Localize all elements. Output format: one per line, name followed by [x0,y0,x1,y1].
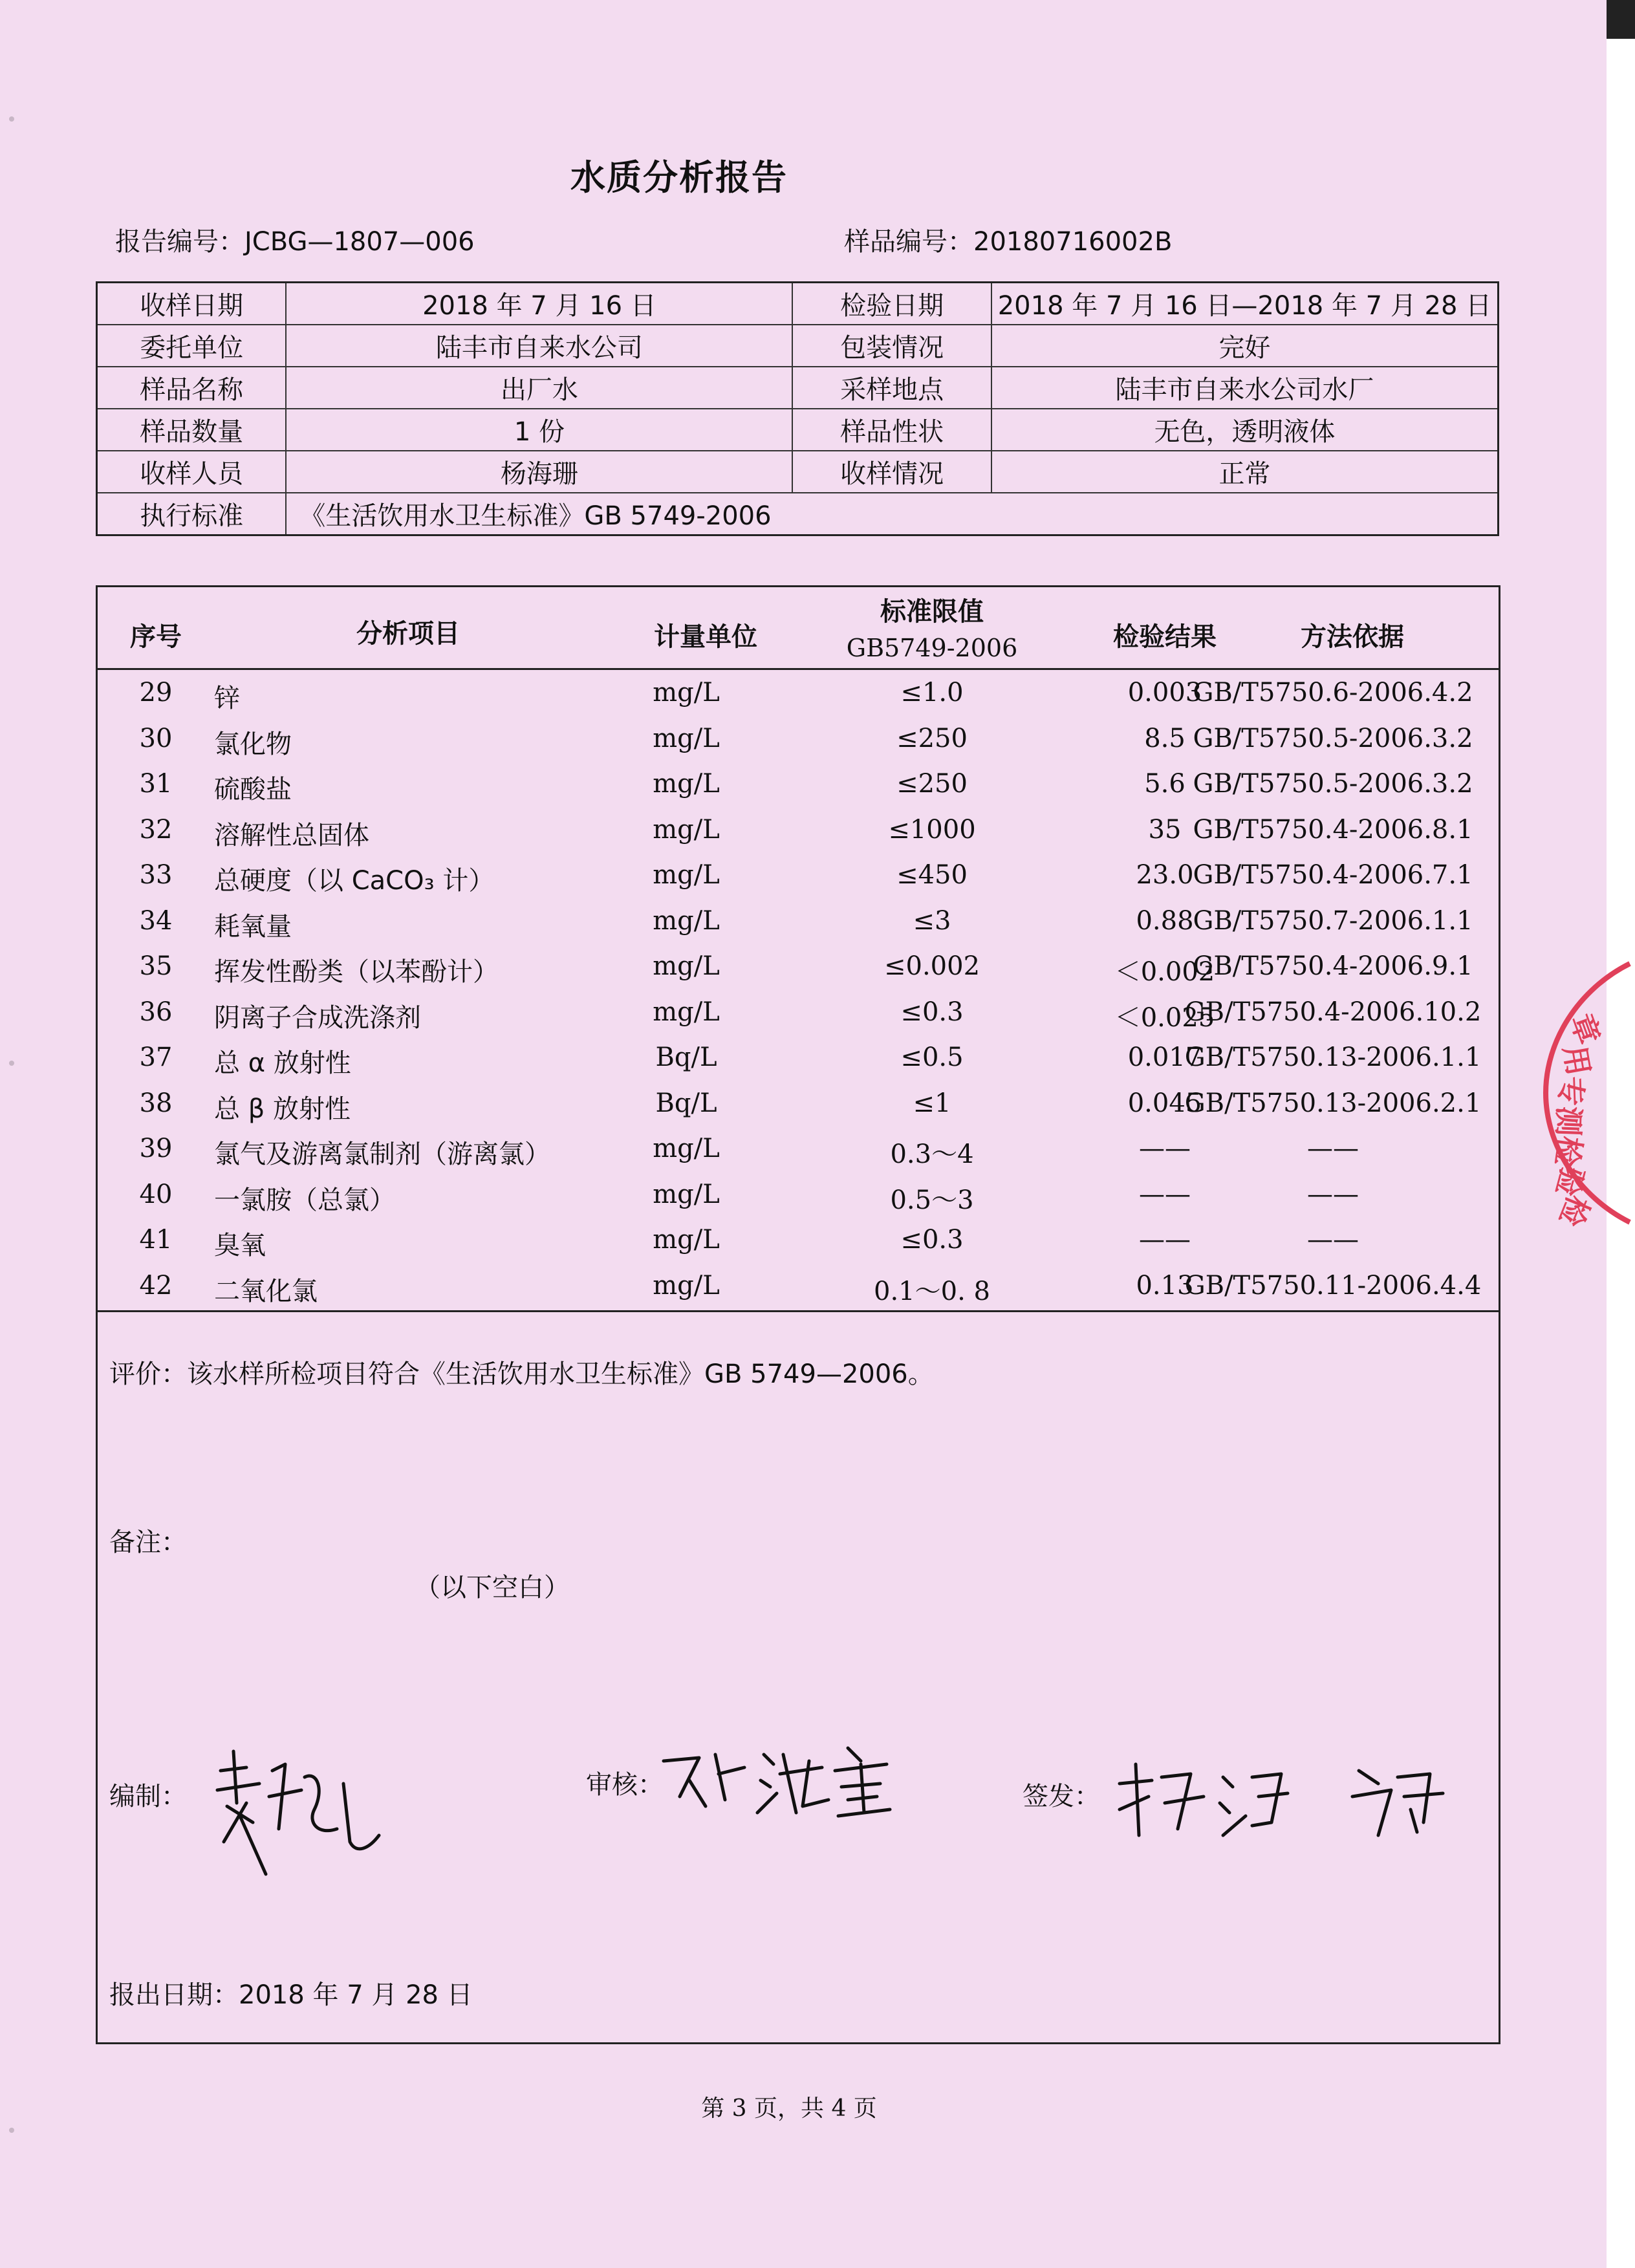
standard-limit: 0.5～3 [890,1185,974,1215]
header-limit-standard: GB5749-2006 [846,634,1018,662]
punch-hole [9,2128,14,2133]
issuer-signature [1107,1751,1469,1848]
info-value-2: 完好 [991,325,1499,367]
analysis-item: 挥发性酚类（以苯酚计） [214,957,499,987]
row-number: 34 [139,905,173,936]
header-limit: 标准限值 [880,597,984,627]
test-result: ＜0.002 [1114,957,1215,987]
method-basis: GB/T5750.6-2006.4.2 [1193,678,1473,707]
unit: mg/L [653,951,720,981]
analysis-item: 硫酸盐 [214,775,292,805]
standard-limit: ≤3 [913,905,951,936]
info-value-1: 2018 年 7 月 16 日 [286,283,792,325]
method-basis: GB/T5750.4-2006.7.1 [1193,860,1473,890]
svg-text:验: 验 [1549,1162,1591,1200]
sample-info-table [96,281,1499,536]
header-result: 检验结果 [1113,622,1217,652]
punch-hole [9,116,14,122]
results-panel [96,585,1500,2044]
table-row [98,769,1499,814]
row-number: 35 [139,951,173,981]
info-label-1: 样品数量 [97,409,287,451]
standard-limit: 0.3～4 [890,1139,974,1169]
info-label-2: 样品性状 [792,409,991,451]
unit: mg/L [653,723,720,753]
info-label-1: 委托单位 [97,325,287,367]
standard-limit: ≤0.002 [883,951,980,981]
svg-text:章: 章 [1563,1009,1607,1049]
test-result: 0.88 [1136,905,1194,936]
unit: Bq/L [655,1042,717,1072]
page-number: 第 3 页，共 4 页 [701,2095,877,2122]
header-item: 分析项目 [356,619,460,649]
table-row [98,1088,1499,1134]
method-basis: —— [1307,1225,1359,1255]
remarks-label: 备注： [109,1528,187,1557]
table-row [98,1180,1499,1225]
method-basis: GB/T5750.13-2006.1.1 [1184,1042,1482,1072]
test-result: 23.0 [1136,860,1194,890]
table-row [98,1271,1499,1316]
analysis-item: 溶解性总固体 [214,820,369,850]
unit: mg/L [653,1270,720,1301]
unit: mg/L [653,1225,720,1255]
sample-number: 样品编号：20180716002B [844,227,1173,257]
svg-text:检: 检 [1548,1134,1588,1169]
info-label-2: 收样情况 [792,451,991,493]
standard-limit: ≤1.0 [900,678,964,707]
analysis-item: 总硬度（以 CaCO₃ 计） [214,866,495,896]
standard-value: 《生活饮用水卫生标准》GB 5749-2006 [286,493,1498,535]
header-no: 序号 [130,622,182,652]
test-result: ＜0.025 [1114,1002,1215,1033]
info-row [97,283,1499,325]
table-row [98,724,1499,769]
svg-text:专: 专 [1553,1075,1589,1107]
analysis-item: 氯气及游离氯制剂（游离氯） [214,1139,550,1169]
report-number: 报告编号：JCBG—1807—006 [115,227,475,257]
standard-limit: 0.1～0. 8 [874,1276,990,1306]
header-method: 方法依据 [1301,622,1404,652]
row-number: 42 [139,1270,173,1301]
test-result: 0.13 [1136,1270,1194,1301]
info-value-2: 陆丰市自来水公司水厂 [991,367,1499,409]
analysis-item: 总 β 放射性 [214,1094,351,1124]
issued-by-label: 签发： [1023,1782,1100,1811]
info-row [97,409,1499,451]
table-row [98,678,1499,723]
row-number: 41 [139,1225,173,1255]
method-basis: GB/T5750.4-2006.9.1 [1193,951,1473,981]
method-basis: GB/T5750.4-2006.10.2 [1184,997,1482,1027]
info-value-2: 无色，透明液体 [991,409,1499,451]
test-result: 0.017 [1127,1042,1202,1072]
standard-limit: ≤1 [913,1088,951,1118]
method-basis: —— [1307,1134,1359,1163]
table-row [98,860,1499,905]
info-value-1: 1 份 [286,409,792,451]
standard-limit: ≤250 [896,723,968,753]
test-result: 8.5 [1144,723,1186,753]
analysis-item: 一氯胺（总氯） [214,1185,395,1215]
method-basis: GB/T5750.5-2006.3.2 [1193,769,1473,799]
svg-text:检: 检 [1552,1190,1596,1231]
test-result: 35 [1148,814,1182,845]
standard-limit: ≤0.5 [900,1042,964,1072]
report-date: 报出日期：2018 年 7 月 28 日 [109,1980,473,2010]
analysis-item: 总 α 放射性 [214,1048,351,1078]
standard-limit: ≤0.3 [900,1225,964,1255]
info-value-2: 2018 年 7 月 16 日—2018 年 7 月 28 日 [991,283,1499,325]
table-row [98,1042,1499,1088]
test-result: —— [1139,1179,1191,1209]
analysis-item: 臭氧 [214,1231,266,1260]
method-basis: GB/T5750.5-2006.3.2 [1193,723,1473,753]
standard-limit: ≤0.3 [900,997,964,1027]
test-result: 5.6 [1144,769,1186,799]
unit: mg/L [653,814,720,845]
blank-note: （以下空白） [415,1573,570,1603]
unit: mg/L [653,905,720,936]
table-row [98,1134,1499,1179]
unit: mg/L [653,860,720,890]
reviewer-signature [654,1735,990,1826]
svg-text:测: 测 [1550,1105,1586,1137]
test-result: 0.045 [1127,1088,1202,1118]
row-number: 38 [139,1088,173,1118]
test-result: 0.003 [1127,678,1202,707]
unit: mg/L [653,678,720,707]
info-row [97,451,1499,493]
analysis-item: 阴离子合成洗涤剂 [214,1002,421,1033]
table-row [98,951,1499,997]
row-number: 37 [139,1042,173,1072]
standard-row [97,493,1499,535]
method-basis: GB/T5750.11-2006.4.4 [1184,1270,1482,1301]
info-value-1: 陆丰市自来水公司 [286,325,792,367]
row-number: 40 [139,1179,173,1209]
punch-hole [9,1061,14,1066]
row-number: 29 [139,678,173,707]
info-label-2: 采样地点 [792,367,991,409]
table-bottom-divider [98,1310,1499,1312]
method-basis: GB/T5750.7-2006.1.1 [1193,905,1473,936]
unit: mg/L [653,1134,720,1163]
info-label-2: 包装情况 [792,325,991,367]
info-value-2: 正常 [991,451,1499,493]
inspection-seal-stamp [1507,951,1635,1235]
method-basis: GB/T5750.4-2006.8.1 [1193,814,1473,845]
analysis-item: 氯化物 [214,729,292,759]
test-result: —— [1139,1225,1191,1255]
standard-limit: ≤1000 [888,814,976,845]
info-value-1: 出厂水 [286,367,792,409]
table-row [98,1225,1499,1270]
reviewed-by-label: 审核： [586,1770,664,1800]
row-number: 36 [139,997,173,1027]
unit: mg/L [653,769,720,799]
test-result: —— [1139,1134,1191,1163]
info-label-1: 样品名称 [97,367,287,409]
standard-label: 执行标准 [97,493,287,535]
analysis-item: 锌 [214,684,240,713]
table-row [98,906,1499,951]
row-number: 39 [139,1134,173,1163]
compiler-signature [208,1745,389,1906]
info-value-1: 杨海珊 [286,451,792,493]
info-label-1: 收样人员 [97,451,287,493]
unit: mg/L [653,997,720,1027]
table-row [98,997,1499,1042]
report-title: 水质分析报告 [570,157,788,198]
analysis-item: 二氧化氯 [214,1276,318,1306]
row-number: 30 [139,723,173,753]
unit: Bq/L [655,1088,717,1118]
info-row [97,367,1499,409]
row-number: 31 [139,769,173,799]
method-basis: —— [1307,1179,1359,1209]
method-basis: GB/T5750.13-2006.2.1 [1184,1088,1482,1118]
info-label-2: 检验日期 [792,283,991,325]
standard-limit: ≤250 [896,769,968,799]
row-number: 32 [139,814,173,845]
analysis-item: 耗氧量 [214,911,292,942]
svg-text:用: 用 [1557,1042,1597,1079]
table-row [98,815,1499,860]
header-unit: 计量单位 [654,622,757,652]
standard-limit: ≤450 [896,860,968,890]
info-row [97,325,1499,367]
evaluation-text: 评价：该水样所检项目符合《生活饮用水卫生标准》GB 5749—2006。 [109,1359,934,1389]
info-label-1: 收样日期 [97,283,287,325]
row-number: 33 [139,860,173,890]
compiled-by-label: 编制： [109,1782,187,1811]
unit: mg/L [653,1179,720,1209]
header-divider [98,668,1499,670]
